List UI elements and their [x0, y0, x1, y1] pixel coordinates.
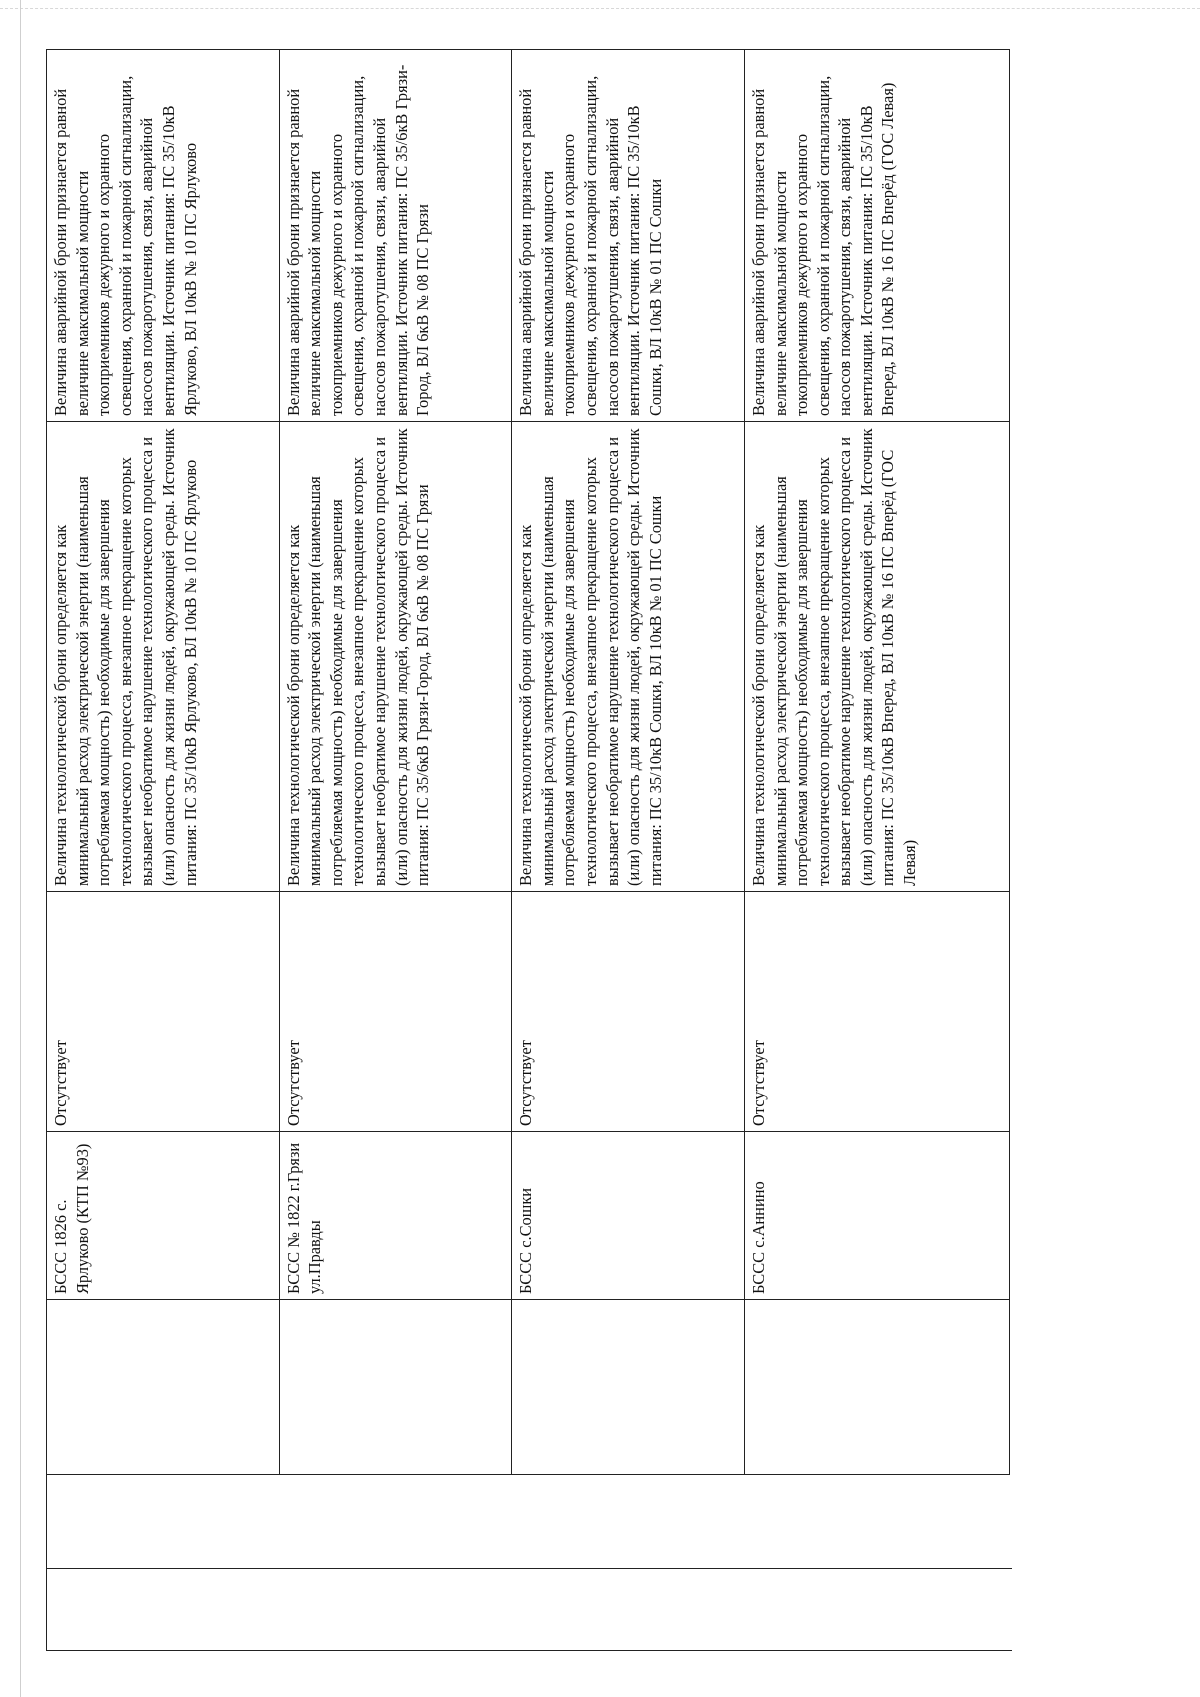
tech-reserve-cell: Величина технологической брони определяется как минимальный расход электрической энергии (наименьшая потребляемая мощность) необходимые для завершения технологического процесса, внезапное прекращение которых вызывает необратимое нарушение технологического процесса и (или) опасность для жизни людей, окружающей среды. Источник питания: ПС 35/10кВ Ярлуково, ВЛ 10кВ № 10 ПС Ярлуково [47, 422, 280, 892]
object-name-cell: БССС с.Сошки [512, 1132, 745, 1300]
table-row [47, 50, 280, 1475]
page-margin-line [20, 0, 21, 1697]
status-cell: Отсутствует [279, 892, 512, 1132]
object-name-cell: БССС 1826 с. Ярлуково (КТП №93) [47, 1132, 280, 1300]
tech-reserve-cell: Величина технологической брони определяется как минимальный расход электрической энергии (наименьшая потребляемая мощность) необходимые для завершения технологического процесса, внезапное прекращение которых вызывает необратимое нарушение технологического процесса и (или) опасность для жизни людей, окружающей среды. Источник питания: ПС 35/10кВ Вперед, ВЛ 10кВ № 16 ПС Вперёд (ГОС Левая) [744, 422, 1009, 892]
status-cell: Отсутствует [47, 892, 280, 1132]
reserve-table [46, 49, 1010, 1475]
rotated-table-container [46, 50, 1010, 1475]
empty-cell [744, 1300, 1009, 1475]
tech-reserve-cell: Величина технологической брони определяется как минимальный расход электрической энергии (наименьшая потребляемая мощность) необходимые для завершения технологического процесса, внезапное прекращение которых вызывает необратимое нарушение технологического процесса и (или) опасность для жизни людей, окружающей среды. Источник питания: ПС 35/6кВ Грязи-Город, ВЛ 6кВ № 08 ПС Грязи [279, 422, 512, 892]
tech-reserve-cell: Величина технологической брони определяется как минимальный расход электрической энергии (наименьшая потребляемая мощность) необходимые для завершения технологического процесса, внезапное прекращение которых вызывает необратимое нарушение технологического процесса и (или) опасность для жизни людей, окружающей среды. Источник питания: ПС 35/10кВ Сошки, ВЛ 10кВ № 01 ПС Сошки [512, 422, 745, 892]
object-name-cell: БССС № 1822 г.Грязи ул.Правды [279, 1132, 512, 1300]
empty-cell [512, 1300, 745, 1475]
page-edge [0, 8, 1200, 9]
divider [46, 1475, 47, 1650]
object-name-cell: БССС с.Аннино [744, 1132, 1009, 1300]
status-cell: Отсутствует [744, 892, 1009, 1132]
emergency-reserve-cell: Величина аварийной брони признается равной величине максимальной мощности токоприемников дежурного и охранного освещения, охранной и пожарной сигнализации, насосов пожаротушения, связи, аварийной вентиляции. Источник питания: ПС 35/6кВ Грязи-Город, ВЛ 6кВ № 08 ПС Грязи [279, 50, 512, 422]
table-row [512, 50, 745, 1475]
table-row [744, 50, 1009, 1475]
emergency-reserve-cell: Величина аварийной брони признается равной величине максимальной мощности токоприемников дежурного и охранного освещения, охранной и пожарной сигнализации, насосов пожаротушения, связи, аварийной вентиляции. Источник питания: ПС 35/10кВ Ярлуково, ВЛ 10кВ № 10 ПС Ярлуково [47, 50, 280, 422]
emergency-reserve-cell: Величина аварийной брони признается равной величине максимальной мощности токоприемников дежурного и охранного освещения, охранной и пожарной сигнализации, насосов пожаротушения, связи, аварийной вентиляции. Источник питания: ПС 35/10кВ Сошки, ВЛ 10кВ № 01 ПС Сошки [512, 50, 745, 422]
divider [46, 1568, 1012, 1569]
table-row [279, 50, 512, 1475]
divider [46, 1650, 1012, 1651]
emergency-reserve-cell: Величина аварийной брони признается равной величине максимальной мощности токоприемников дежурного и охранного освещения, охранной и пожарной сигнализации, насосов пожаротушения, связи, аварийной вентиляции. Источник питания: ПС 35/10кВ Вперед, ВЛ 10кВ № 16 ПС Вперёд (ГОС Левая) [744, 50, 1009, 422]
empty-cell [279, 1300, 512, 1475]
empty-cell [47, 1300, 280, 1475]
status-cell: Отсутствует [512, 892, 745, 1132]
